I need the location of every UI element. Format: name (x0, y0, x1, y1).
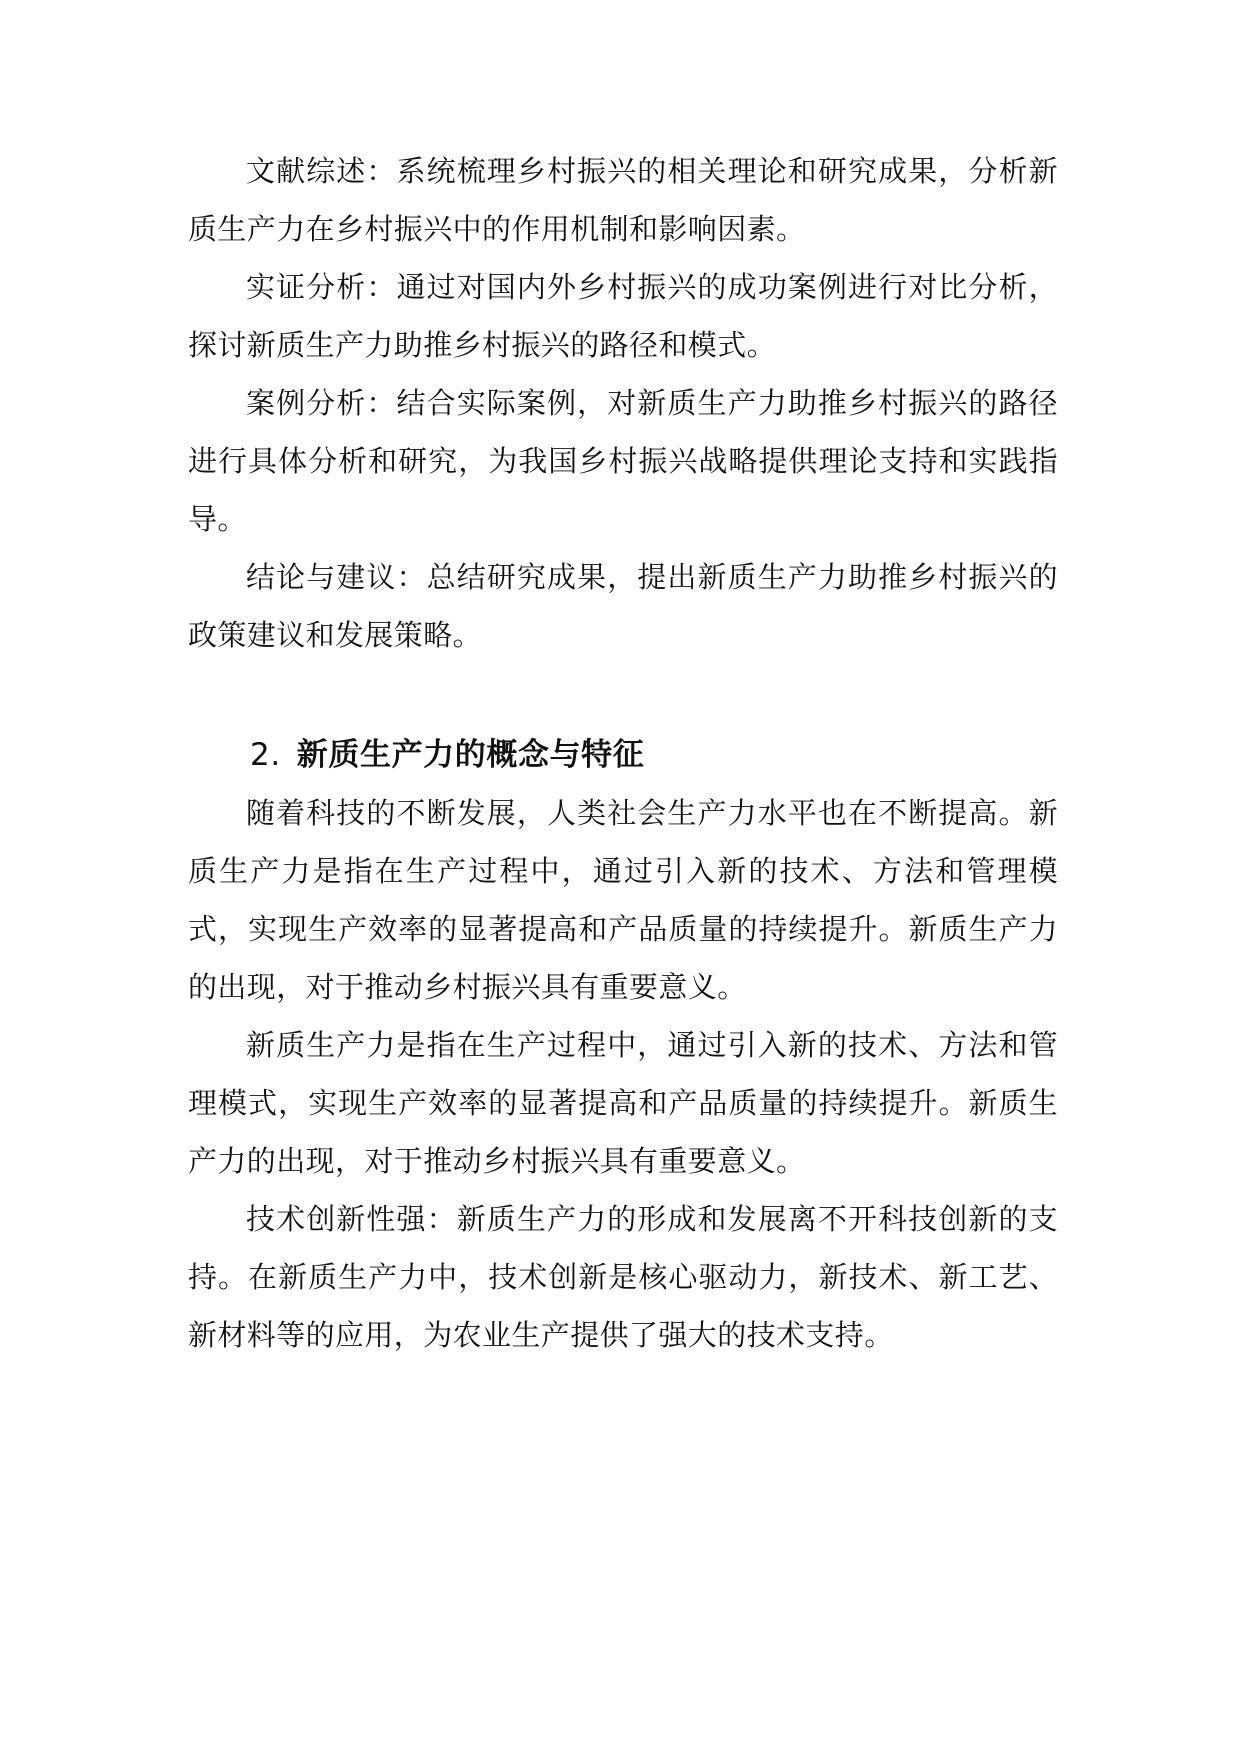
paragraph-tech-innovation: 技术创新性强：新质生产力的形成和发展离不开科技创新的支持。在新质生产力中，技术创新是核心驱动力，新技术、新工艺、新材料等的应用，为农业生产提供了强大的技术支持。 (188, 1202, 1058, 1352)
paragraph-definition: 新质生产力是指在生产过程中，通过引入新的技术、方法和管理模式，实现生产效率的显著提高和产品质量的持续提升。新质生产力的出现，对于推动乡村振兴具有重要意义。 (188, 1028, 1058, 1178)
section-number: 2. (250, 737, 281, 773)
paragraph-case-analysis: 案例分析：结合实际案例，对新质生产力助推乡村振兴的路径进行具体分析和研究，为我国乡村振兴战略提供理论支持和实践指导。 (188, 386, 1058, 536)
page-body (188, 142, 1058, 1364)
paragraph-empirical-analysis: 实证分析：通过对国内外乡村振兴的成功案例进行对比分析，探讨新质生产力助推乡村振兴的路径和模式。 (188, 270, 1058, 362)
section-heading (188, 726, 1058, 784)
section-title: 新质生产力的概念与特征 (296, 737, 645, 773)
paragraph-literature-review: 文献综述：系统梳理乡村振兴的相关理论和研究成果，分析新质生产力在乡村振兴中的作用机制和影响因素。 (188, 154, 1058, 246)
paragraph-conclusion: 结论与建议：总结研究成果，提出新质生产力助推乡村振兴的政策建议和发展策略。 (188, 560, 1058, 652)
paragraph-intro: 随着科技的不断发展，人类社会生产力水平也在不断提高。新质生产力是指在生产过程中，通过引入新的技术、方法和管理模式，实现生产效率的显著提高和产品质量的持续提升。新质生产力的出现，对于推动乡村振兴具有重要意义。 (188, 796, 1058, 1004)
